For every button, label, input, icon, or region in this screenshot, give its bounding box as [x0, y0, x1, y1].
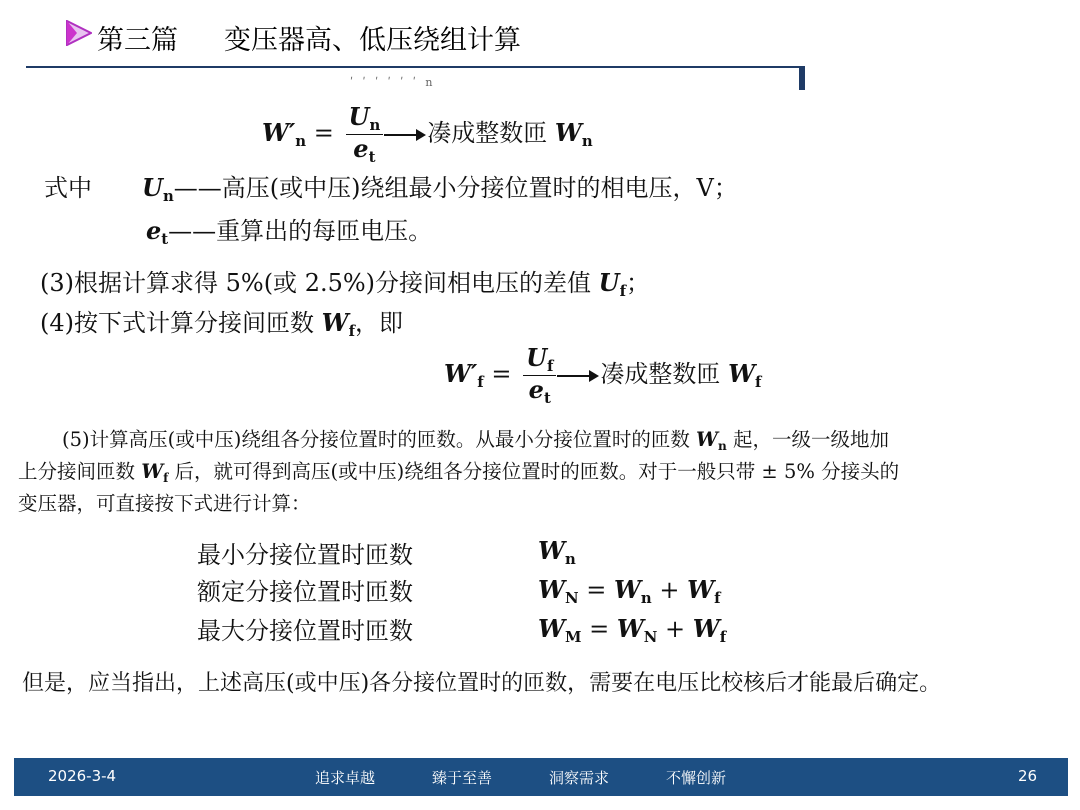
- step-symbol: U: [598, 268, 620, 297]
- formula-operator: +: [659, 576, 680, 604]
- definition-et: [146, 211, 432, 248]
- paragraph-text: 上分接间匝数: [18, 460, 142, 483]
- fraction-numerator: U: [348, 102, 370, 131]
- conclusion-text: 但是，应当指出，上述高压(或中压)各分接位置时的匝数，需要在电压比校核后才能最后确定。: [22, 671, 942, 696]
- step-text: (4)按下式计算分接间匝数: [40, 309, 322, 337]
- fraction-numerator-sub: n: [369, 115, 381, 134]
- formula-symbol-sub: n: [564, 549, 576, 568]
- chapter-label: 第三篇: [97, 25, 178, 56]
- step-symbol: W: [321, 308, 349, 337]
- formula-symbol: W: [538, 536, 565, 565]
- formula-symbol: W: [616, 614, 644, 643]
- paragraph-text: (5)计算高压(或中压)绕组各分接位置时的匝数。从最小分接位置时的匝数: [62, 428, 697, 451]
- footer-bar: [14, 758, 1068, 796]
- formula-symbol-sub: M: [564, 627, 582, 646]
- formula-symbol: W: [687, 575, 715, 604]
- where-label: 式中: [44, 174, 92, 202]
- paragraph-symbol-sub: n: [717, 438, 727, 453]
- step-3: [40, 263, 650, 300]
- page-number: 26: [1018, 767, 1038, 785]
- formula-symbol-sub: n: [640, 588, 652, 607]
- chapter-title: 变压器高、低压绕组计算: [224, 25, 521, 56]
- turns-label-min: 最小分接位置时匝数: [197, 541, 413, 569]
- step-5-line-2: [18, 456, 899, 485]
- fraction-denominator-sub: t: [368, 147, 376, 166]
- formula-lhs-sub: n: [295, 131, 307, 150]
- definition-symbol: e: [146, 216, 162, 245]
- paragraph-symbol: W: [141, 460, 164, 483]
- footer-motto-2: 臻于至善: [432, 769, 493, 787]
- definition-un: [142, 168, 738, 205]
- formula-symbol: W: [538, 614, 565, 643]
- formula-rhs-sub: f: [755, 372, 762, 391]
- formula-symbol-sub: f: [714, 588, 721, 607]
- footer-motto-3: 洞察需求: [549, 769, 610, 787]
- formula-rhs: W: [554, 118, 582, 148]
- turns-label-rated: 额定分接位置时匝数: [197, 578, 413, 606]
- slide-title: [97, 18, 521, 57]
- formula-symbol-sub: f: [719, 627, 727, 646]
- formula-symbol-sub: N: [643, 627, 658, 646]
- formula-lhs: W′: [444, 359, 478, 389]
- formula-lhs-sub: f: [477, 372, 484, 391]
- definition-text: ——重算出的每匝电压。: [168, 217, 433, 245]
- formula-operator: +: [665, 615, 686, 643]
- fraction-denominator: e: [353, 133, 369, 163]
- formula-symbol: W: [692, 614, 720, 643]
- formula-operator: =: [589, 615, 610, 643]
- right-arrow-icon: [557, 375, 597, 377]
- footer-date: 2026-3-4: [48, 767, 117, 785]
- formula-text: 凑成整数匝: [600, 360, 721, 389]
- step-end: ，即: [354, 309, 403, 337]
- turns-formula-rated: [538, 575, 720, 607]
- step-4: [40, 303, 403, 340]
- definition-text: ——高压(或中压)绕组最小分接位置时的相电压，V；: [173, 174, 738, 202]
- formula-lhs: W′: [262, 118, 296, 148]
- footer-motto-4: 不懈创新: [666, 769, 727, 787]
- formula-wn: [262, 103, 593, 166]
- step-end: ；: [626, 269, 650, 297]
- fraction: [346, 103, 384, 166]
- step-5-line-3: 变压器，可直接按下式进行计算：: [18, 492, 311, 515]
- paragraph-symbol: W: [696, 428, 718, 451]
- formula-operator: =: [586, 576, 607, 604]
- formula-eq: =: [491, 360, 512, 389]
- formula-wf: [444, 344, 761, 407]
- step-5-line-1: [62, 424, 889, 453]
- turns-formula-min: [538, 536, 576, 568]
- step-text: (3)根据计算求得 5%(或 2.5%)分接间相电压的差值: [40, 269, 599, 297]
- step-symbol-sub: f: [619, 281, 626, 300]
- formula-eq: =: [313, 119, 334, 148]
- definition-symbol-sub: n: [162, 186, 174, 205]
- definition-symbol-sub: t: [161, 229, 169, 248]
- definition-symbol: U: [142, 173, 163, 202]
- formula-rhs: W: [728, 359, 756, 389]
- header-arrow-icon: [66, 20, 92, 46]
- fraction-denominator-sub: t: [543, 388, 551, 407]
- turns-label-max: 最大分接位置时匝数: [197, 617, 413, 645]
- fraction-numerator: U: [526, 343, 548, 372]
- footer-motto-1: 追求卓越: [315, 769, 376, 787]
- paragraph-text: 后，就可得到高压(或中压)绕组各分接位置时的匝数。对于一般只带 ± 5% 分接头的: [168, 460, 900, 483]
- fraction-denominator: e: [528, 374, 544, 404]
- formula-symbol: W: [613, 575, 641, 604]
- turns-formula-max: [538, 614, 726, 646]
- fraction-numerator-sub: f: [547, 356, 554, 375]
- header-divider-tick: [799, 66, 805, 90]
- formula-symbol-sub: N: [564, 588, 579, 607]
- paragraph-text: 起，一级一级地加: [726, 428, 889, 451]
- formula-symbol: W: [538, 575, 565, 604]
- step-symbol-sub: f: [348, 321, 355, 340]
- right-arrow-icon: [384, 134, 424, 136]
- formula-rhs-sub: n: [581, 131, 593, 150]
- fraction: [523, 344, 556, 407]
- scan-fragment: ʹ ʹ ʹ ʹ ʹ ʹ n: [350, 76, 436, 89]
- formula-text: 凑成整数匝: [427, 119, 548, 148]
- paragraph-symbol-sub: f: [163, 470, 169, 485]
- header-divider: [26, 66, 802, 68]
